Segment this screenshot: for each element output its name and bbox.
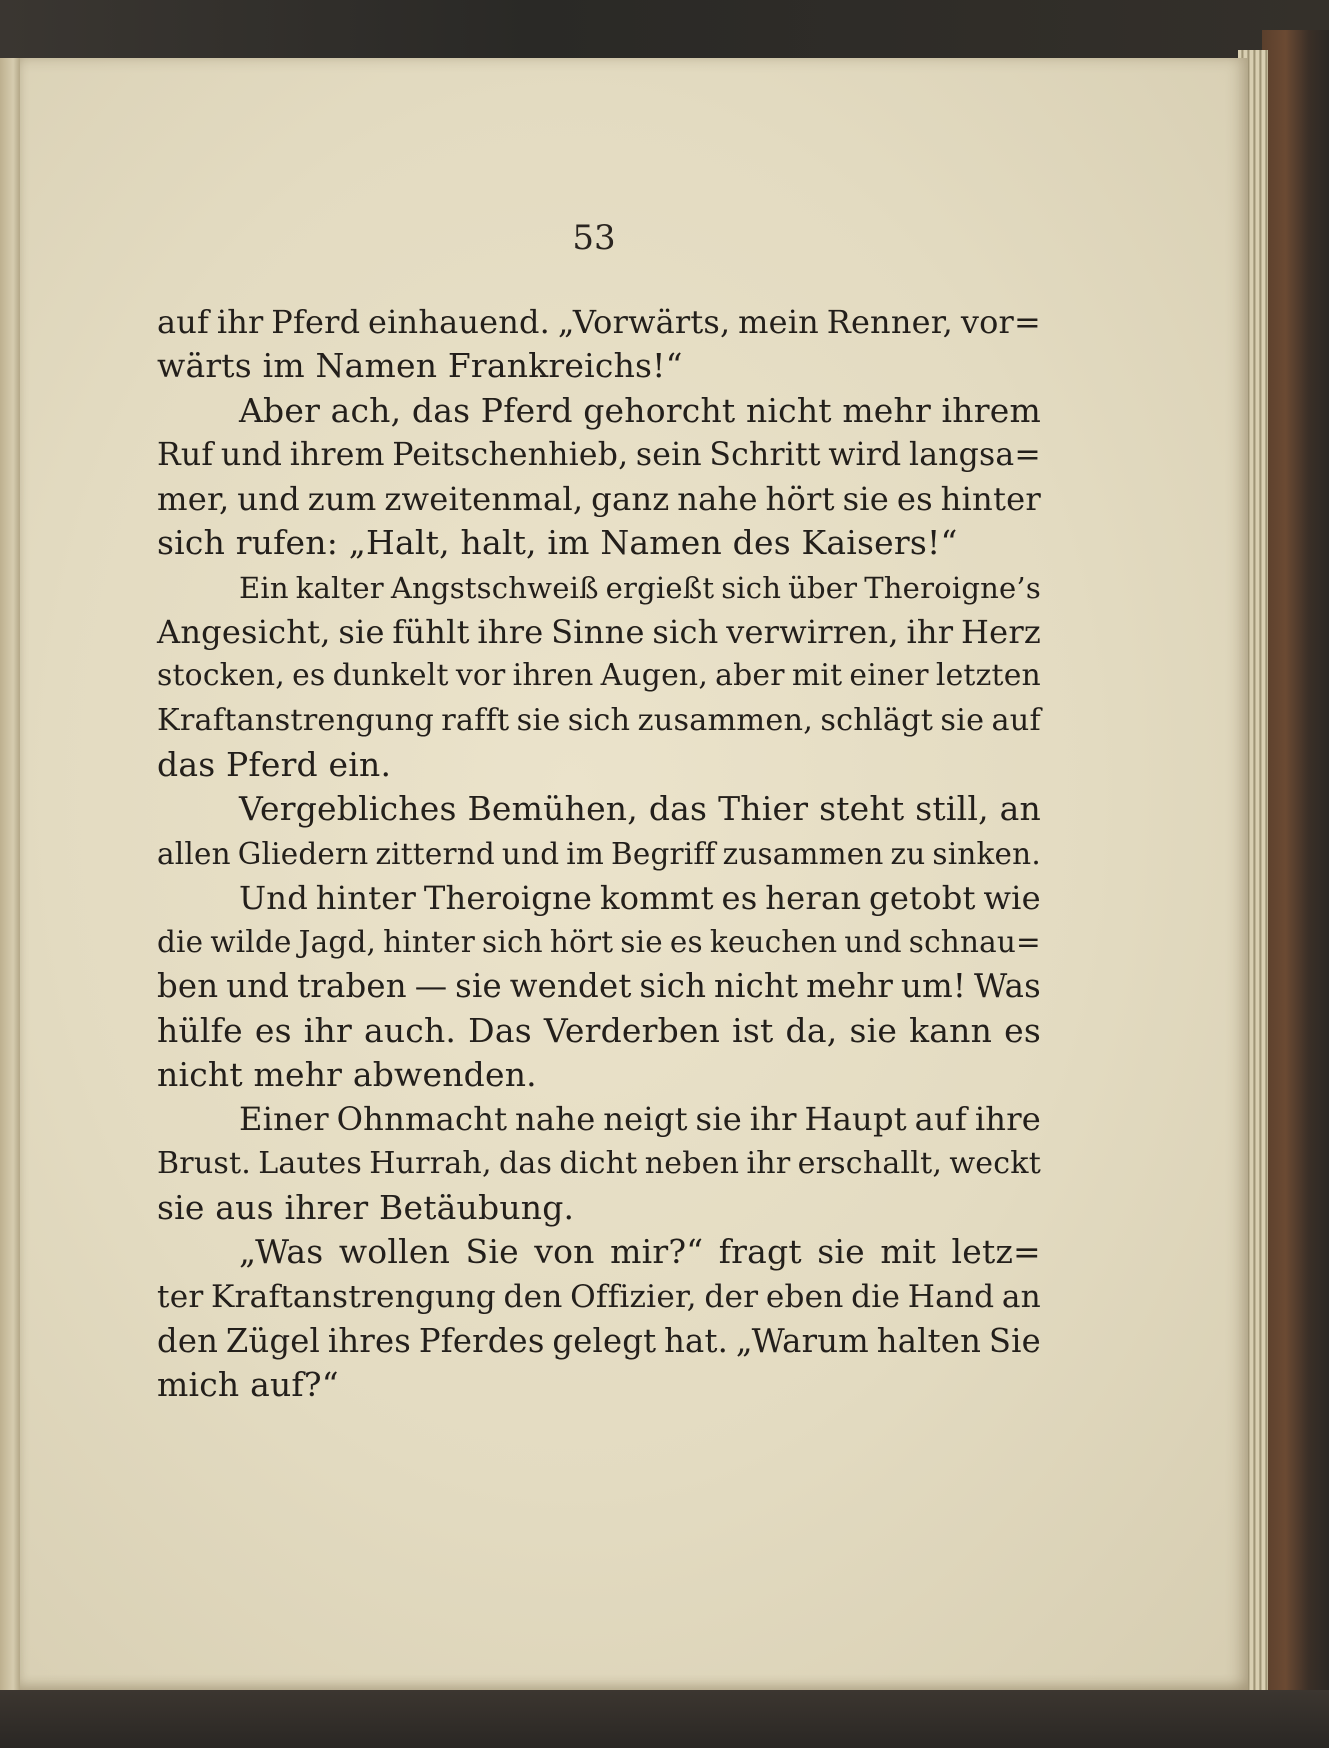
word: traben: [297, 967, 407, 1006]
word: hat.: [664, 1321, 729, 1360]
word: ihre: [974, 1100, 1041, 1139]
word: hülfe: [157, 1010, 243, 1050]
word: wilde: [210, 925, 292, 960]
text-line: [157, 832, 1041, 876]
word: Ohnmacht: [336, 1100, 508, 1139]
word: ihr: [216, 303, 264, 341]
word: nahe: [677, 480, 758, 519]
word: Angstschweiß: [390, 570, 599, 605]
word: ihr: [746, 1145, 791, 1181]
word: Ein: [239, 570, 289, 605]
word: das: [411, 390, 471, 430]
word: einhauend.: [368, 303, 551, 341]
word: es: [254, 1010, 292, 1050]
word: letzten: [935, 658, 1041, 694]
word: und: [220, 436, 283, 473]
text-line: [157, 566, 1041, 610]
text-line: [157, 389, 1041, 433]
word: wird: [828, 436, 902, 473]
word: zusammen,: [637, 702, 814, 738]
word: mehr: [806, 967, 894, 1006]
page-number: 53: [572, 218, 616, 258]
word: und: [844, 925, 902, 960]
word: verwirren,: [726, 613, 899, 652]
word: sie: [842, 480, 890, 519]
word: da,: [785, 1010, 838, 1050]
word: fühlt: [392, 613, 470, 652]
word: Und: [239, 878, 308, 917]
word: neben: [644, 1145, 740, 1181]
word: sie: [455, 967, 502, 1006]
word: es: [1004, 1010, 1041, 1050]
word: Gliedern: [237, 836, 369, 871]
word: nahe: [515, 1100, 596, 1139]
word: Sinne: [551, 613, 645, 652]
word: ihre: [477, 613, 544, 652]
word: Bemühen,: [467, 789, 638, 829]
word: auch.: [363, 1010, 457, 1050]
word: hinter: [383, 925, 475, 960]
word: zitternd: [375, 836, 495, 871]
body-text: [157, 300, 1041, 1407]
word: Das: [468, 1010, 532, 1050]
word: aber: [715, 658, 785, 694]
word: es: [896, 480, 933, 519]
word: einer: [849, 658, 929, 694]
word: sie: [940, 702, 985, 738]
word: dunkelt: [332, 658, 449, 694]
word: zum: [307, 480, 377, 519]
word: Augen,: [600, 658, 708, 694]
word: mit: [791, 658, 843, 694]
word: zu: [890, 836, 926, 871]
word: sie: [817, 1232, 865, 1272]
word: nicht: [714, 967, 799, 1006]
word: Einer: [239, 1100, 329, 1139]
word: hört: [765, 480, 835, 519]
text-line: wärts im Namen Frankreichs!“: [157, 346, 683, 386]
word: gelegt: [552, 1321, 657, 1360]
word: vor: [455, 658, 506, 694]
word: „Vorwärts,: [557, 303, 731, 341]
word: Brust.: [157, 1145, 252, 1181]
word: mit: [880, 1232, 937, 1272]
word: Theroigne’s: [864, 570, 1041, 605]
text-line: [157, 1230, 1041, 1274]
word: ist: [732, 1010, 774, 1050]
word: sich: [482, 925, 543, 960]
facing-page-edge: [0, 58, 22, 1698]
word: ter: [157, 1278, 204, 1315]
word: sie: [620, 925, 663, 960]
text-line: sich rufen: „Halt, halt, im Namen des Kaisers!“: [157, 523, 958, 563]
word: Pferdes: [418, 1321, 545, 1360]
word: ihr: [906, 613, 954, 652]
word: sie: [516, 702, 561, 738]
word: um!: [900, 967, 967, 1006]
word: Thier: [718, 789, 809, 829]
word: ben: [157, 967, 219, 1006]
word: stocken,: [157, 658, 285, 694]
word: das: [498, 1145, 553, 1181]
text-line: [157, 477, 1041, 521]
word: Ruf: [157, 436, 214, 473]
word: Renner,: [826, 303, 954, 341]
word: kalter: [295, 570, 384, 605]
word: an: [1001, 1278, 1041, 1315]
word: ihres: [327, 1321, 411, 1360]
word: neigt: [603, 1100, 688, 1139]
word: getobt: [869, 878, 976, 917]
text-line: [157, 610, 1041, 654]
word: hinter: [315, 878, 417, 917]
word: kann: [909, 1010, 993, 1050]
text-line: [157, 1097, 1041, 1141]
word: Jagd,: [298, 925, 377, 960]
word: von: [534, 1232, 595, 1272]
word: Offizier,: [570, 1278, 697, 1315]
word: auf: [914, 1100, 968, 1139]
word: das: [648, 789, 708, 829]
word: hört: [549, 925, 614, 960]
word: es: [669, 925, 703, 960]
word: Vergebliches: [239, 789, 457, 829]
word: und: [226, 967, 290, 1006]
word: Angesicht,: [157, 613, 331, 652]
word: heran: [765, 878, 862, 917]
word: Aber: [239, 390, 321, 430]
word: Sie: [465, 1232, 519, 1272]
word: „Was: [239, 1232, 324, 1272]
word: Pferd: [271, 303, 361, 341]
word: hinter: [940, 480, 1041, 519]
word: wie: [983, 878, 1041, 917]
word: sich: [652, 613, 719, 652]
word: Haupt: [804, 1100, 907, 1139]
word: Hand: [907, 1278, 995, 1315]
word: sie: [849, 1010, 898, 1050]
word: Pferd: [480, 390, 573, 430]
text-line: [157, 433, 1041, 477]
word: ihrem: [941, 390, 1041, 430]
word: dicht: [559, 1145, 638, 1181]
word: sinken.: [932, 836, 1041, 871]
word: langsa=: [908, 436, 1041, 473]
word: halten: [876, 1321, 982, 1360]
word: Lautes: [258, 1145, 362, 1181]
text-line: [157, 699, 1041, 743]
text-line: [157, 300, 1041, 344]
text-line: [157, 1142, 1041, 1186]
word: Herz: [961, 613, 1041, 652]
word: es: [292, 658, 326, 694]
word: weckt: [949, 1145, 1041, 1181]
word: allen: [157, 836, 231, 871]
word: der: [704, 1278, 759, 1315]
word: auf: [157, 303, 210, 341]
word: Theroigne: [423, 878, 593, 917]
word: ihr: [749, 1100, 797, 1139]
word: die: [157, 925, 204, 960]
word: zusammen: [722, 836, 884, 871]
word: ergießt: [605, 570, 715, 605]
word: letz=: [951, 1232, 1041, 1272]
word: an: [999, 789, 1041, 829]
word: ach,: [330, 390, 402, 430]
word: Sie: [988, 1321, 1041, 1360]
word: sich: [721, 570, 782, 605]
text-line: [157, 964, 1041, 1008]
word: vor=: [960, 303, 1041, 341]
text-line: [157, 654, 1041, 698]
word: sie: [338, 613, 385, 652]
word: sein: [635, 436, 702, 473]
word: fragt: [718, 1232, 802, 1272]
word: es: [721, 878, 758, 917]
word: „Warum: [735, 1321, 869, 1360]
word: Verderben: [543, 1010, 721, 1050]
text-line: das Pferd ein.: [157, 744, 392, 784]
book-spine-edge: [1262, 30, 1329, 1710]
word: sich: [639, 967, 707, 1006]
word: keuchen: [709, 925, 838, 960]
word: über: [788, 570, 858, 605]
word: auf: [991, 702, 1041, 738]
word: sich: [567, 702, 631, 738]
word: mehr: [842, 390, 931, 430]
text-line: [157, 1319, 1041, 1363]
word: die: [851, 1278, 901, 1315]
text-line: sie aus ihrer Betäubung.: [157, 1187, 575, 1227]
text-line: [157, 787, 1041, 831]
word: ganz: [591, 480, 670, 519]
word: nicht: [745, 390, 832, 430]
text-line: [157, 876, 1041, 920]
word: Kraftanstrengung: [157, 702, 434, 738]
word: Hurrah,: [369, 1145, 492, 1181]
word: wollen: [338, 1232, 451, 1272]
word: Kraftanstrengung: [211, 1278, 496, 1315]
word: kommt: [599, 878, 714, 917]
word: und: [237, 480, 300, 519]
text-line: mich auf?“: [157, 1365, 339, 1405]
word: steht: [819, 789, 905, 829]
text-line: nicht mehr abwenden.: [157, 1055, 537, 1095]
text-line: [157, 920, 1041, 964]
word: im: [566, 836, 605, 871]
word: schnau=: [908, 925, 1041, 960]
word: schlägt: [820, 702, 934, 738]
text-line: [157, 1009, 1041, 1053]
scan-bottom-border: [0, 1690, 1329, 1748]
word: den: [157, 1321, 219, 1360]
word: Schritt: [709, 436, 821, 473]
word: erschallt,: [797, 1145, 943, 1181]
word: ihren: [512, 658, 594, 694]
word: mein: [738, 303, 819, 341]
word: wendet: [509, 967, 632, 1006]
word: rafft: [441, 702, 510, 738]
word: mer,: [157, 480, 230, 519]
word: eben: [765, 1278, 844, 1315]
word: ihrem: [289, 436, 385, 473]
text-line: [157, 1275, 1041, 1319]
word: —: [414, 967, 448, 1006]
word: gehorcht: [583, 390, 736, 430]
word: mir?“: [610, 1232, 704, 1272]
word: Begriff: [611, 836, 716, 871]
word: sie: [695, 1100, 742, 1139]
word: zweitenmal,: [384, 480, 584, 519]
word: und: [501, 836, 560, 871]
word: Was: [973, 967, 1041, 1006]
word: den: [503, 1278, 563, 1315]
word: Peitschenhieb,: [392, 436, 629, 473]
word: Zügel: [225, 1321, 321, 1360]
word: ihr: [303, 1010, 352, 1050]
word: still,: [915, 789, 989, 829]
